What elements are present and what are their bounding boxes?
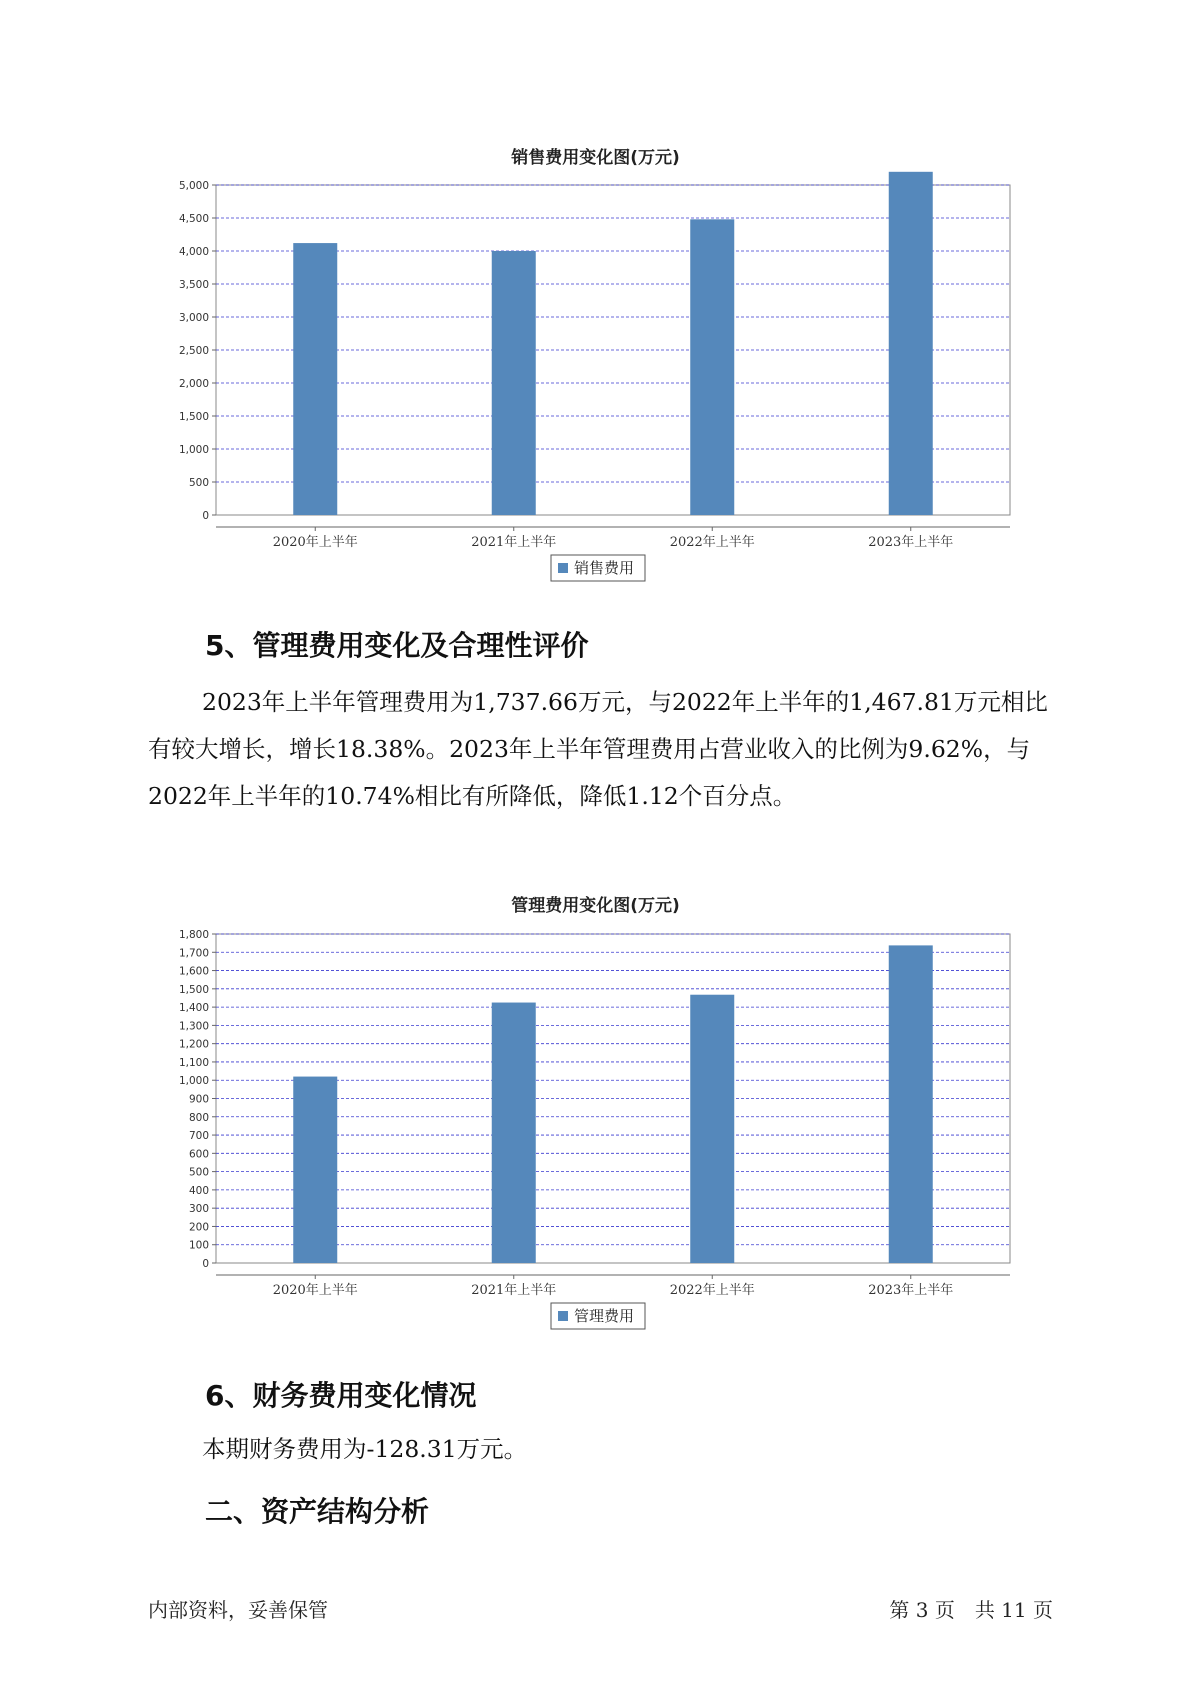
chart2-ytick-label: 100 [188,1239,209,1252]
chart2-xtick-label: 2023年上半年 [868,1283,954,1298]
chart2-ytick-label: 400 [188,1184,209,1197]
chart1-ytick-label: 5,000 [178,180,209,192]
chart2-ytick-label: 800 [188,1111,209,1124]
chart2-ytick-label: 0 [202,1258,209,1270]
chart1-xtick-label: 2020年上半年 [272,535,358,550]
chart2-ytick-label: 1,400 [178,1002,209,1015]
chart2-legend-label: 管理费用 [574,1307,635,1325]
section-two-heading: 二、资产结构分析 [205,1495,430,1528]
section5-heading: 5、管理费用变化及合理性评价 [205,629,589,662]
chart2-ytick-label: 1,300 [178,1020,209,1033]
chart1-ytick-label: 4,500 [178,213,209,225]
chart2-ytick-label: 1,000 [178,1075,209,1088]
chart2-ytick-label: 600 [188,1148,209,1161]
chart2-ytick-label: 500 [188,1166,209,1179]
chart1-bar [889,172,933,515]
chart1-ytick-label: 3,000 [178,312,209,324]
section6-paragraph-text: 本期财务费用为-128.31万元。 [202,1435,528,1463]
chart1-title: 销售费用变化图(万元) [511,148,680,168]
chart2-ytick-label: 300 [188,1203,209,1216]
chart2-xtick-label: 2022年上半年 [669,1283,755,1298]
chart1-legend-label: 销售费用 [574,559,635,577]
footer-page-number: 第 3 页 共 11 页 [889,1598,1053,1622]
section6-paragraph [148,1426,1053,1473]
chart1-bar [293,243,337,515]
chart1-ytick-label: 1,000 [178,444,209,456]
chart2-ytick-label: 1,700 [178,947,209,960]
chart2-legend-swatch [558,1311,568,1321]
chart1-ytick-label: 3,500 [178,279,209,291]
chart2-xtick-label: 2021年上半年 [471,1283,557,1298]
chart1-sales-expense [0,170,1191,590]
chart2-bar [492,1003,536,1263]
chart1-ytick-label: 0 [202,510,209,522]
chart2-ytick-label: 700 [188,1130,209,1143]
chart2-ytick-label: 1,800 [178,929,209,941]
chart2-title: 管理费用变化图(万元) [511,896,680,916]
chart2-xtick-label: 2020年上半年 [272,1283,358,1298]
chart2-ytick-label: 1,600 [178,965,209,978]
chart1-ytick-label: 500 [188,477,209,489]
chart2-bar [293,1077,337,1263]
chart1-bar [690,219,734,515]
section5-paragraph [148,679,1053,820]
section5-paragraph-text: 2023年上半年管理费用为1,737.66万元，与2022年上半年的1,467.81万元相比有较大增长，增长18.38%。2023年上半年管理费用占营业收入的比例为9.62%，与2022年上半年的10.74%相比有所降低，降低1.12个百分点。 [148,688,1048,810]
chart2-ytick-label: 1,100 [178,1056,209,1069]
chart2-admin-expense [0,918,1191,1348]
chart2-ytick-label: 1,200 [178,1038,209,1051]
chart1-xtick-label: 2022年上半年 [669,535,755,550]
chart1-ytick-label: 2,000 [178,378,209,390]
chart2-ytick-label: 200 [188,1221,209,1234]
chart1-legend-swatch [558,563,568,573]
chart2-bar [889,945,933,1263]
chart2-bar [690,995,734,1263]
chart2-ytick-label: 1,500 [178,983,209,996]
chart1-bar [492,251,536,515]
chart1-ytick-label: 4,000 [178,246,209,258]
chart1-xtick-label: 2023年上半年 [868,535,954,550]
section6-heading: 6、财务费用变化情况 [205,1379,477,1412]
chart1-ytick-label: 1,500 [178,411,209,423]
chart2-ytick-label: 900 [188,1093,209,1106]
chart1-xtick-label: 2021年上半年 [471,535,557,550]
footer-left: 内部资料，妥善保管 [148,1598,328,1622]
chart1-ytick-label: 2,500 [178,345,209,357]
